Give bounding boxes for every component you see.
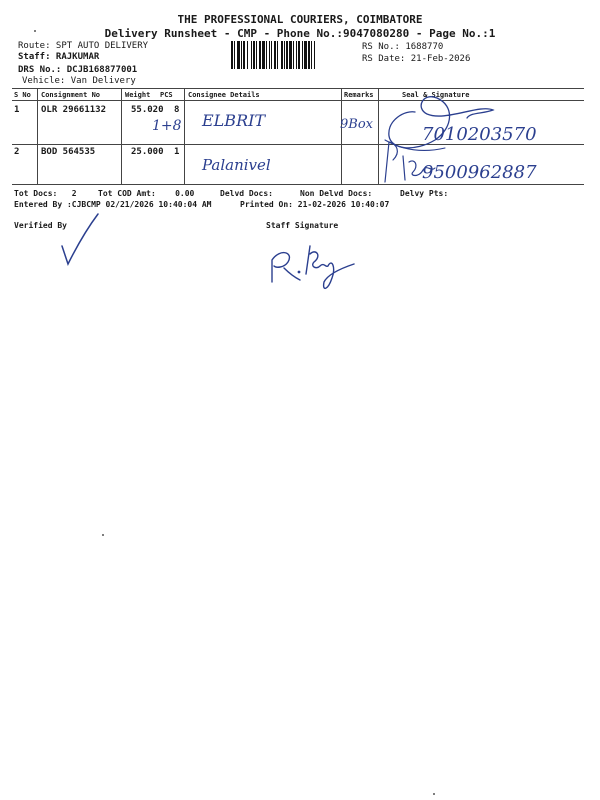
staff-signature <box>262 238 362 300</box>
row1-weight: 55.020 <box>131 105 164 115</box>
row2-sno: 2 <box>14 147 20 157</box>
drs-number: DRS No.: DCJB168877001 <box>18 65 138 75</box>
table-column-divider <box>121 88 122 184</box>
svg-text:7010203570: 7010203570 <box>422 124 537 145</box>
table-top-border <box>12 88 584 89</box>
receiver-signature <box>375 90 535 185</box>
company-title: THE PROFESSIONAL COURIERS, COIMBATORE <box>177 13 423 26</box>
printed-on: Printed On: 21-02-2026 10:40:07 <box>240 200 390 209</box>
col-header-consignee: Consignee Details <box>188 91 260 99</box>
row1-handwritten-consignee <box>198 106 278 134</box>
table-column-divider <box>341 88 342 184</box>
total-docs: Tot Docs: 2 <box>14 189 77 198</box>
svg-text:1+8: 1+8 <box>152 118 182 134</box>
rs-number: RS No.: 1688770 <box>362 42 444 52</box>
non-delivered-docs: Non Delvd Docs: <box>300 189 373 198</box>
total-cod-amount: Tot COD Amt: 0.00 <box>98 189 195 198</box>
delivery-points: Delvy Pts: <box>400 189 449 198</box>
vehicle-label: Vehicle: Van Delivery <box>22 76 136 86</box>
col-header-sno: S No <box>14 91 31 99</box>
svg-text:9Box: 9Box <box>340 117 373 132</box>
delivered-docs: Delvd Docs: <box>220 189 273 198</box>
row2-consignment-number: BOD 564535 <box>41 147 96 157</box>
svg-text:Palanivel: Palanivel <box>202 156 271 174</box>
row1-handwritten-pcs-note <box>150 114 190 136</box>
row2-weight: 25.000 <box>131 147 164 157</box>
row1-consignment-number: OLR 29661132 <box>41 105 107 115</box>
staff-label: Staff: RAJKUMAR <box>18 52 100 62</box>
rs-date: RS Date: 21-Feb-2026 <box>362 54 471 64</box>
col-header-weight: Weight <box>125 91 151 99</box>
staff-signature-label: Staff Signature <box>266 221 339 230</box>
row2-handwritten-consignee <box>198 148 288 180</box>
col-header-remarks: Remarks <box>344 91 374 99</box>
scan-speck <box>102 534 104 536</box>
col-header-seal-signature: Seal & Signature <box>402 91 470 99</box>
row1-sno: 1 <box>14 105 20 115</box>
col-header-pcs: PCS <box>160 91 173 99</box>
scan-speck <box>433 793 435 795</box>
verified-tick-mark <box>56 210 106 270</box>
barcode <box>231 41 356 69</box>
row2-pcs: 1 <box>174 147 180 157</box>
svg-text:9500962887: 9500962887 <box>422 162 537 183</box>
table-column-divider <box>37 88 38 184</box>
runsheet-title: Delivery Runsheet - CMP - Phone No.:9047080280 - Page No.:1 <box>104 27 496 40</box>
svg-text:ELBRIT: ELBRIT <box>202 111 266 130</box>
scan-speck <box>34 30 36 32</box>
route-label: Route: SPT AUTO DELIVERY <box>18 41 149 51</box>
row1-pcs: 8 <box>174 105 180 115</box>
entered-by: Entered By :CJBCMP 02/21/2026 10:40:04 AM <box>14 200 212 209</box>
col-header-consignment: Consignment No <box>41 91 101 99</box>
verified-by-label: Verified By <box>14 221 67 230</box>
table-column-divider <box>184 88 185 184</box>
